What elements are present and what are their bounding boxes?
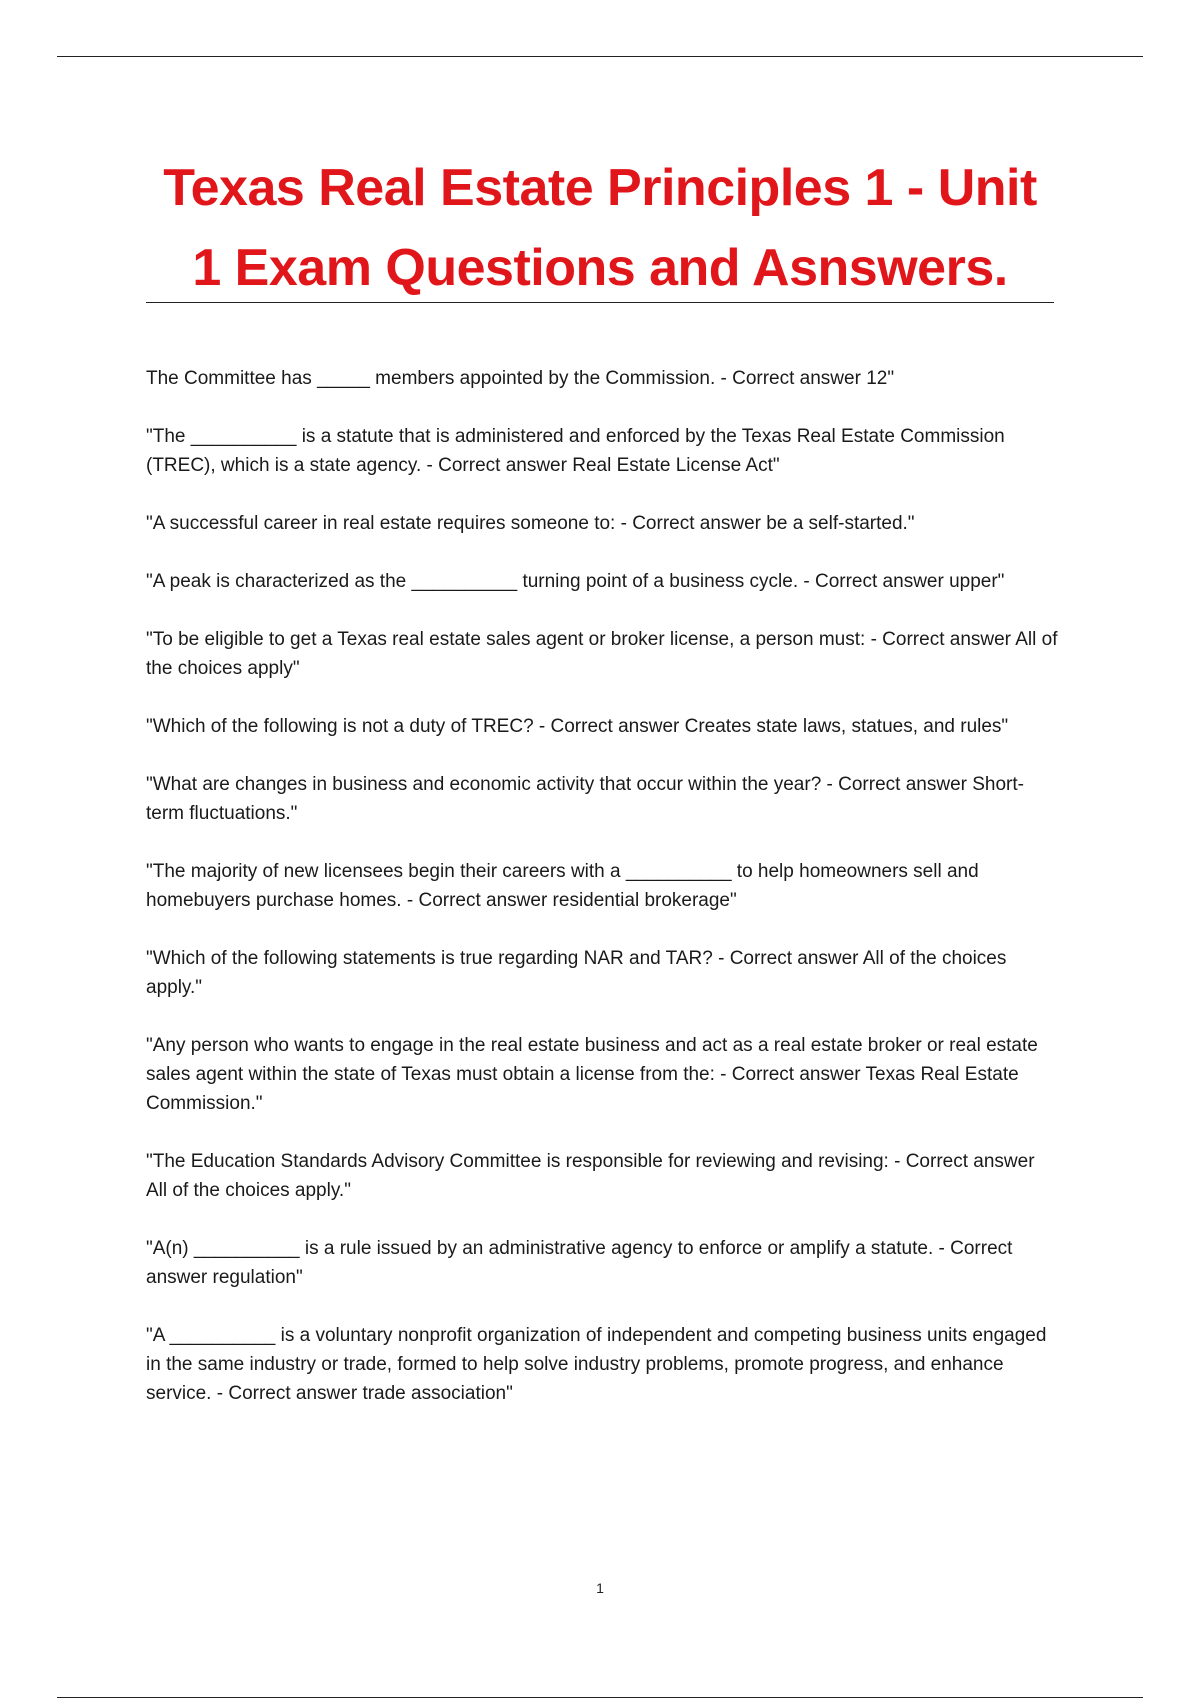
- qa-entry: "Any person who wants to engage in the real estate business and act as a real estate broker or real estate sales agent within the state of Texas must obtain a license from the: - Correct answer Texas Real Estate Commission.": [146, 1035, 1038, 1114]
- title-block: [146, 148, 1054, 308]
- qa-entry: "The Education Standards Advisory Committee is responsible for reviewing and revising: - Correct answer All of the choices apply.": [146, 1151, 1035, 1201]
- top-rule: [57, 56, 1143, 57]
- qa-entry: "A peak is characterized as the __________ turning point of a business cycle. - Correct answer upper": [146, 571, 1005, 592]
- qa-entry: "To be eligible to get a Texas real estate sales agent or broker license, a person must: - Correct answer All of the choices apply": [146, 629, 1058, 679]
- title-underline: [146, 302, 1054, 303]
- qa-entry: "Which of the following is not a duty of TREC? - Correct answer Creates state laws, statues, and rules": [146, 716, 1009, 737]
- page-number: 1: [596, 1580, 604, 1596]
- qa-entry: "What are changes in business and economic activity that occur within the year? - Correct answer Short-term fluctuations.": [146, 774, 1024, 824]
- qa-entry: "The __________ is a statute that is administered and enforced by the Texas Real Estate Commission (TREC), which is a state agency. - Correct answer Real Estate License Act": [146, 426, 1005, 476]
- bottom-rule: [57, 1697, 1143, 1698]
- qa-entry: "The majority of new licensees begin their careers with a __________ to help homeowners sell and homebuyers purchase homes. - Correct answer residential brokerage": [146, 861, 979, 911]
- qa-entry: "A successful career in real estate requires someone to: - Correct answer be a self-started.": [146, 513, 915, 534]
- qa-entry: "A(n) __________ is a rule issued by an administrative agency to enforce or amplify a statute. - Correct answer regulation": [146, 1238, 1013, 1288]
- document-title: Texas Real Estate Principles 1 - Unit 1 Exam Questions and Asnswers.: [163, 159, 1037, 297]
- qa-entry: "A __________ is a voluntary nonprofit organization of independent and competing business units engaged in the same industry or trade, formed to help solve industry problems, promote progress, and enhance service. - Correct answer trade association": [146, 1325, 1047, 1404]
- qa-list: [146, 364, 1058, 1437]
- qa-entry: "Which of the following statements is true regarding NAR and TAR? - Correct answer All of the choices apply.": [146, 948, 1007, 998]
- qa-entry: The Committee has _____ members appointed by the Commission. - Correct answer 12": [146, 368, 895, 389]
